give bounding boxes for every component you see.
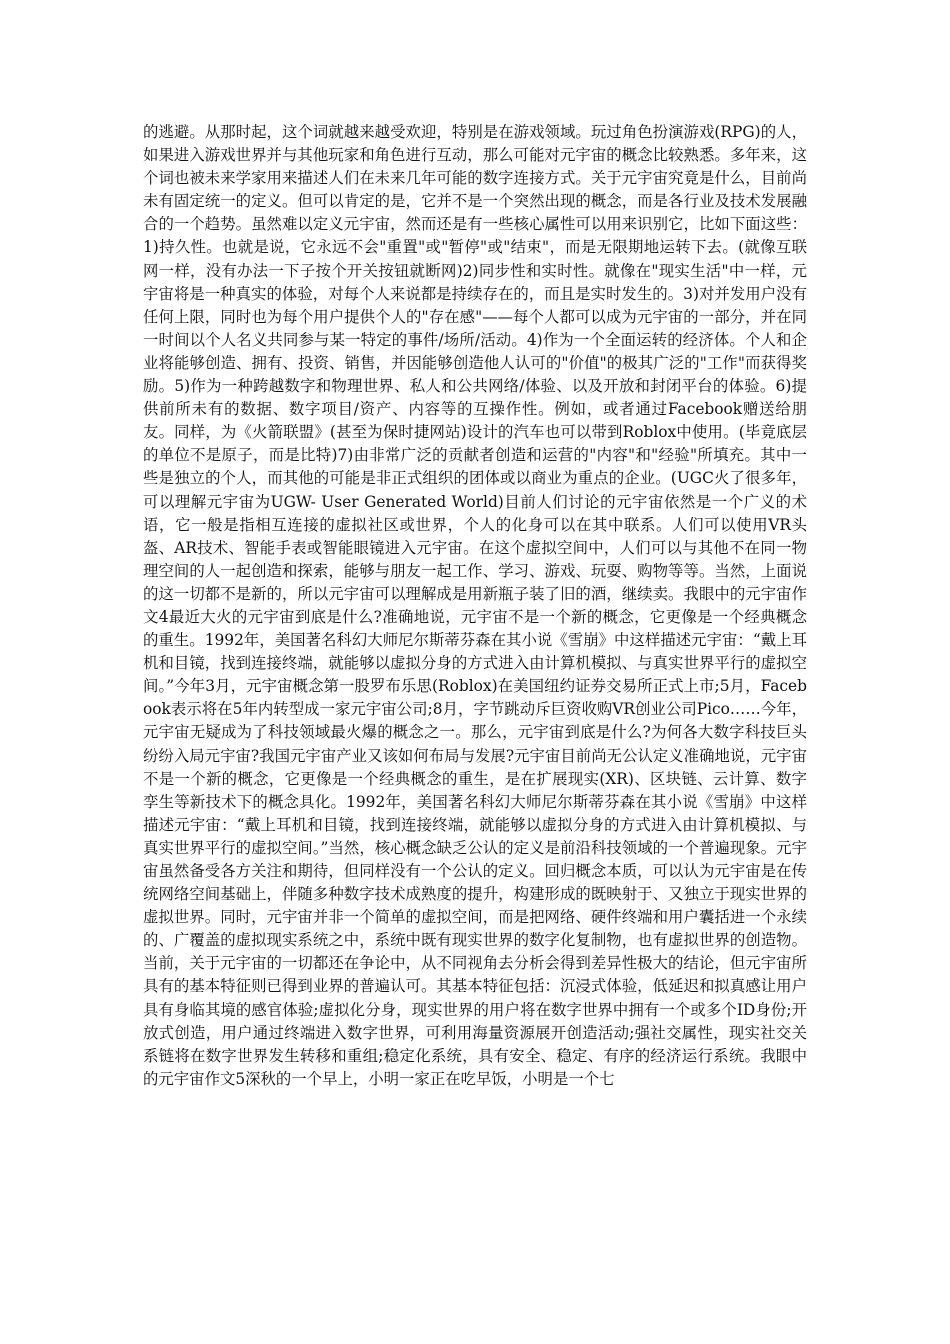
- body-paragraph: 的逃避。从那时起，这个词就越来越受欢迎，特别是在游戏领域。玩过角色扮演游戏(RPG)的人，如果进入游戏世界并与其他玩家和角色进行互动，那么可能对元宇宙的概念比较熟悉。多年来，这个词也被未来学家用来描述人们在未来几年可能的数字连接方式。关于元宇宙究竟是什么，目前尚未有固定统一的定义。但可以肯定的是，它并不是一个突然出现的概念，而是各行业及技术发展融合的一个趋势。虽然难以定义元宇宙，然而还是有一些核心属性可以用来识别它，比如下面这些：1)持久性。也就是说，它永远不会"重置"或"暂停"或"结束"，而是无限期地运转下去。(就像互联网一样，没有办法一下子按个开关按钮就断网)2)同步性和实时性。就像在"现实生活"中一样，元宇宙将是一种真实的体验，对每个人来说都是持续存在的，而且是实时发生的。3)对并发用户没有任何上限，同时也为每个用户提供个人的"存在感"——每个人都可以成为元宇宙的一部分，并在同一时间以个人名义共同参与某一特定的事件/场所/活动。4)作为一个全面运转的经济体。个人和企业将能够创造、拥有、投资、销售，并因能够创造他人认可的"价值"的极其广泛的"工作"而获得奖励。5)作为一种跨越数字和物理世界、私人和公共网络/体验、以及开放和封闭平台的体验。6)提供前所未有的数据、数字项目/资产、内容等的互操作性。例如，或者通过Facebook赠送给朋友。同样，为《火箭联盟》(甚至为保时捷网站)设计的汽车也可以带到Roblox中使用。(毕竟底层的单位不是原子，而是比特)7)由非常广泛的贡献者创造和运营的"内容"和"经验"所填充。其中一些是独立的个人，而其他的可能是非正式组织的团体或以商业为重点的企业。(UGC火了很多年，可以理解元宇宙为UGW- User Generated World)目前人们讨论的元宇宙依然是一个广义的术语，它一般是指相互连接的虚拟社区或世界，个人的化身可以在其中联系。人们可以使用VR头盔、AR技术、智能手表或智能眼镜进入元宇宙。在这个虚拟空间中，人们可以与其他不在同一物理空间的人一起创造和探索，能够与朋友一起工作、学习、游戏、玩耍、购物等等。当然，上面说的这一切都不是新的，所以元宇宙可以理解成是用新瓶子装了旧的酒，继续卖。我眼中的元宇宙作文4最近大火的元宇宙到底是什么?准确地说，元宇宙不是一个新的概念，它更像是一个经典概念的重生。1992年，美国著名科幻大师尼尔斯蒂芬森在其小说《雪崩》中这样描述元宇宙：“戴上耳机和目镜，找到连接终端，就能够以虚拟分身的方式进入由计算机模拟、与真实世界平行的虚拟空间。”今年3月，元宇宙概念第一股罗布乐思(Roblox)在美国纽约证券交易所正式上市;5月，Facebook表示将在5年内转型成一家元宇宙公司;8月，字节跳动斥巨资收购VR创业公司Pico……今年，元宇宙无疑成为了科技领域最火爆的概念之一。那么，元宇宙到底是什么?为何各大数字科技巨头纷纷入局元宇宙?我国元宇宙产业又该如何布局与发展?元宇宙目前尚无公认定义准确地说，元宇宙不是一个新的概念，它更像是一个经典概念的重生，是在扩展现实(XR)、区块链、云计算、数字孪生等新技术下的概念具化。1992年，美国著名科幻大师尼尔斯蒂芬森在其小说《雪崩》中这样描述元宇宙：“戴上耳机和目镜，找到连接终端，就能够以虚拟分身的方式进入由计算机模拟、与真实世界平行的虚拟空间。”当然，核心概念缺乏公认的定义是前沿科技领域的一个普遍现象。元宇宙虽然备受各方关注和期待，但同样没有一个公认的定义。回归概念本质，可以认为元宇宙是在传统网络空间基础上，伴随多种数字技术成熟度的提升，构建形成的既映射于、又独立于现实世界的虚拟世界。同时，元宇宙并非一个简单的虚拟空间，而是把网络、硬件终端和用户囊括进一个永续的、广覆盖的虚拟现实系统之中，系统中既有现实世界的数字化复制物，也有虚拟世界的创造物。当前，关于元宇宙的一切都还在争论中，从不同视角去分析会得到差异性极大的结论，但元宇宙所具有的基本特征则已得到业界的普遍认可。其基本特征包括：沉浸式体验，低延迟和拟真感让用户具有身临其境的感官体验;虚拟化分身，现实世界的用户将在数字世界中拥有一个或多个ID身份;开放式创造，用户通过终端进入数字世界，可利用海量资源展开创造活动;强社交属性，现实社交关系链将在数字世界发生转移和重组;稳定化系统，具有安全、稳定、有序的经济运行系统。我眼中的元宇宙作文5深秋的一个早上，小明一家正在吃早饭，小明是一个七: [143, 123, 807, 1088]
